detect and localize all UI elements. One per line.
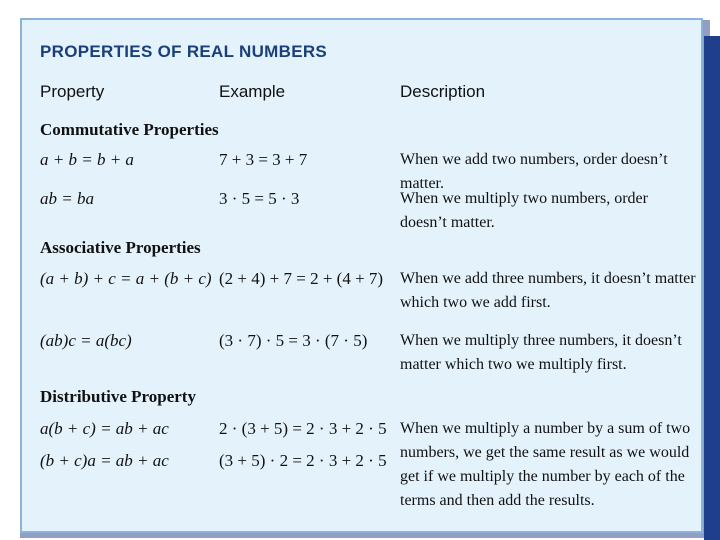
property-description: When we multiply three numbers, it doesn’t matter which two we multiply first. [400, 332, 682, 373]
header-description: Description [400, 82, 486, 101]
property-example: 2 · (3 + 5) = 2 · 3 + 2 · 5 [219, 419, 387, 438]
section-heading-associative: Associative Properties [40, 238, 201, 257]
right-accent-bar [704, 36, 720, 540]
property-description: When we add two numbers, order doesn’t matter. [400, 151, 668, 192]
property-example: 3 · 5 = 5 · 3 [219, 189, 300, 208]
property-description: When we multiply a number by a sum of two numbers, we get the same result as we would get if we multiply the number by each of the terms and then add the results. [400, 420, 691, 509]
properties-table-panel [20, 18, 703, 533]
property-example: 7 + 3 = 3 + 7 [219, 150, 308, 169]
property-formula: (b + c)a = ab + ac [40, 451, 169, 470]
property-formula: a + b = b + a [40, 150, 134, 169]
header-property: Property [40, 82, 105, 101]
property-description: When we multiply two numbers, order doesn’t matter. [400, 190, 648, 231]
property-example: (3 · 7) · 5 = 3 · (7 · 5) [219, 331, 368, 350]
property-example: (3 + 5) · 2 = 2 · 3 + 2 · 5 [219, 451, 387, 470]
property-description: When we add three numbers, it doesn’t matter which two we add first. [400, 270, 696, 311]
property-formula: (a + b) + c = a + (b + c) [40, 269, 212, 288]
table-title: PROPERTIES OF REAL NUMBERS [40, 42, 328, 61]
section-heading-distributive: Distributive Property [40, 387, 196, 406]
header-example: Example [219, 82, 286, 101]
property-example: (2 + 4) + 7 = 2 + (4 + 7) [219, 269, 384, 288]
section-heading-commutative: Commutative Properties [40, 120, 219, 139]
property-formula: a(b + c) = ab + ac [40, 419, 169, 438]
property-formula: ab = ba [40, 189, 94, 208]
property-formula: (ab)c = a(bc) [40, 331, 132, 350]
